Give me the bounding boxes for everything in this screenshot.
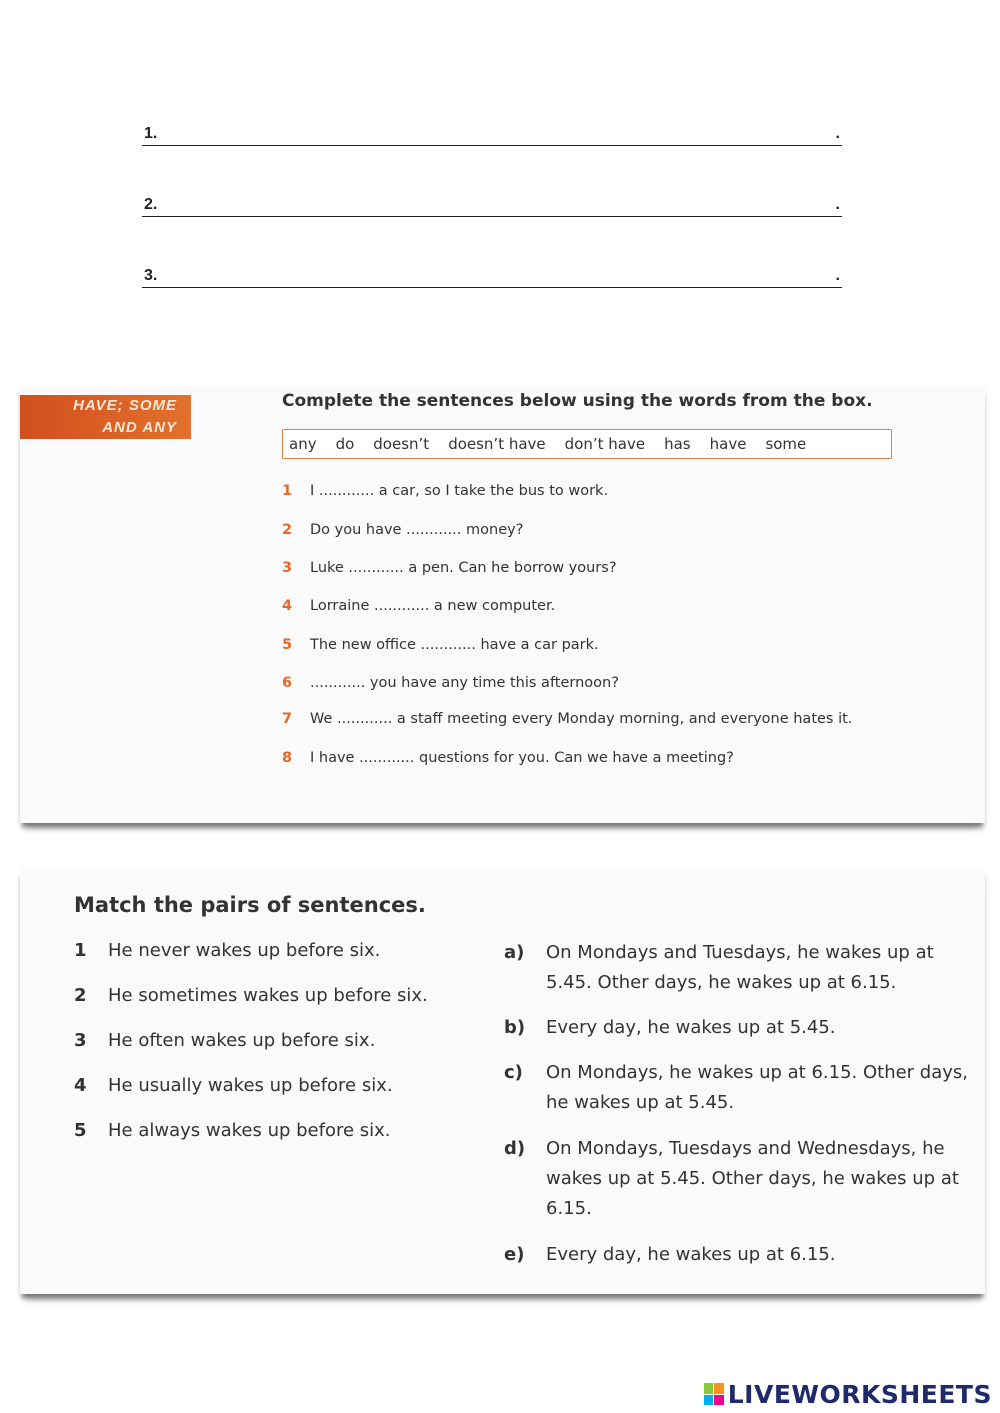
logo-square <box>714 1395 724 1406</box>
right-text: On Mondays, he wakes up at 6.15. Other days, he wakes up at 5.45. <box>546 1062 969 1113</box>
sentence-number: 6 <box>282 675 293 691</box>
sentence-number: 1 <box>282 483 293 499</box>
right-sentence <box>504 1134 974 1224</box>
sentence-text: Luke ............ a pen. Can he borrow yours? <box>310 560 617 576</box>
answer-end: . <box>835 125 840 142</box>
right-text: Every day, he wakes up at 5.45. <box>546 1017 836 1038</box>
word-box-item: have <box>709 435 747 453</box>
sentence-item <box>282 750 734 766</box>
left-sentence <box>74 985 428 1006</box>
sentence-number: 8 <box>282 750 293 766</box>
word-box-item: doesn’t have <box>448 435 546 453</box>
word-box-item: any <box>289 435 317 453</box>
sentence-item <box>282 483 608 499</box>
exercise-have-some-any <box>20 385 985 823</box>
sentence-number: 3 <box>282 560 293 576</box>
section-label-line-1: HAVE; SOME <box>73 397 177 414</box>
left-sentence <box>74 940 380 961</box>
logo-square <box>714 1383 724 1394</box>
sentence-item <box>282 711 852 727</box>
right-letter: a) <box>504 942 525 963</box>
right-sentence <box>504 938 974 998</box>
left-sentence <box>74 1120 391 1141</box>
answer-number: 3. <box>144 267 158 284</box>
left-text: He sometimes wakes up before six. <box>108 985 428 1006</box>
sentence-number: 7 <box>282 711 293 727</box>
exercise-instruction: Complete the sentences below using the words from the box. <box>282 391 873 411</box>
right-sentence <box>504 1058 974 1118</box>
sentence-text: I have ............ questions for you. Can we have a meeting? <box>310 750 734 766</box>
liveworksheets-logo <box>704 1379 992 1409</box>
left-number: 5 <box>74 1120 87 1141</box>
logo-icon <box>704 1383 724 1405</box>
left-sentence <box>74 1030 375 1051</box>
word-box-item: do <box>335 435 355 453</box>
left-number: 4 <box>74 1075 87 1096</box>
sentence-number: 5 <box>282 637 293 653</box>
sentence-text: ............ you have any time this afternoon? <box>310 675 619 691</box>
left-number: 2 <box>74 985 87 1006</box>
left-number: 1 <box>74 940 87 961</box>
word-box-item: some <box>765 435 807 453</box>
right-letter: d) <box>504 1138 526 1159</box>
exercise-match-pairs <box>20 868 985 1294</box>
word-box-item: don’t have <box>564 435 646 453</box>
sentence-number: 4 <box>282 598 293 614</box>
logo-square <box>704 1395 714 1406</box>
right-sentence <box>504 1013 974 1043</box>
answer-number: 2. <box>144 196 158 213</box>
left-text: He often wakes up before six. <box>108 1030 376 1051</box>
right-text: Every day, he wakes up at 6.15. <box>546 1244 836 1265</box>
answer-line-1[interactable] <box>142 123 842 146</box>
answer-line-2[interactable] <box>142 194 842 217</box>
section-label-line-2: AND ANY <box>102 419 177 436</box>
right-letter: e) <box>504 1244 525 1265</box>
left-sentence <box>74 1075 393 1096</box>
logo-text: LIVEWORKSHEETS <box>727 1379 992 1409</box>
right-letter: b) <box>504 1017 526 1038</box>
sentence-text: Do you have ............ money? <box>310 522 524 538</box>
sentence-item <box>282 560 617 576</box>
right-text: On Mondays, Tuesdays and Wednesdays, he wakes up at 5.45. Other days, he wakes up at 6.15. <box>546 1138 959 1219</box>
sentence-item <box>282 598 555 614</box>
word-box-item: doesn’t <box>373 435 430 453</box>
sentence-item <box>282 522 523 538</box>
answer-line-3[interactable] <box>142 265 842 288</box>
sentence-number: 2 <box>282 522 293 538</box>
sentence-item <box>282 675 619 691</box>
word-box <box>282 429 892 459</box>
sentence-text: The new office ............ have a car park. <box>310 637 599 653</box>
sentence-text: Lorraine ............ a new computer. <box>310 598 556 614</box>
left-text: He never wakes up before six. <box>108 940 381 961</box>
sentence-text: We ............ a staff meeting every Monday morning, and everyone hates it. <box>310 711 853 727</box>
word-box-item: has <box>664 435 691 453</box>
logo-square <box>704 1383 714 1394</box>
left-number: 3 <box>74 1030 87 1051</box>
answer-end: . <box>835 196 840 213</box>
right-text: On Mondays and Tuesdays, he wakes up at 5.45. Other days, he wakes up at 6.15. <box>546 942 934 993</box>
sentence-text: I ............ a car, so I take the bus to work. <box>310 483 609 499</box>
answer-end: . <box>835 267 840 284</box>
answer-number: 1. <box>144 125 158 142</box>
left-text: He always wakes up before six. <box>108 1120 391 1141</box>
right-letter: c) <box>504 1062 523 1083</box>
exercise-instruction: Match the pairs of sentences. <box>74 893 426 917</box>
right-sentence <box>504 1240 974 1270</box>
left-text: He usually wakes up before six. <box>108 1075 393 1096</box>
sentence-item <box>282 637 599 653</box>
section-label <box>20 395 191 439</box>
